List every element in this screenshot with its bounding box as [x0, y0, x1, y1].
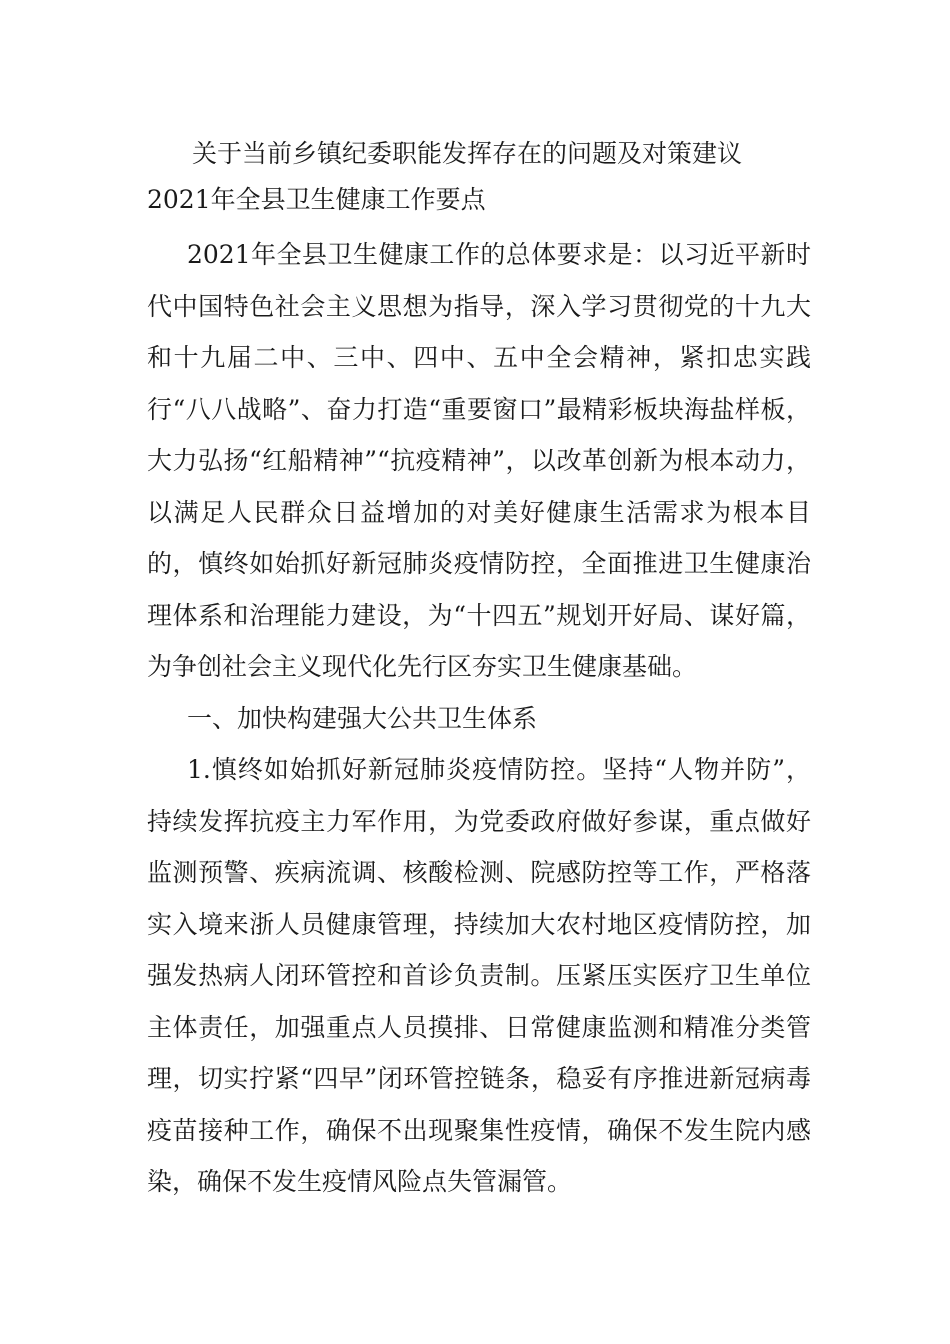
- document-subtitle: 2021年全县卫生健康工作要点: [147, 185, 486, 214]
- document-title: 关于当前乡镇纪委职能发挥存在的问题及对策建议: [192, 139, 743, 168]
- section-heading: 一、加快构建强大公共卫生体系: [187, 703, 538, 733]
- document-body: [147, 229, 811, 1208]
- item-paragraph: 1.慎终如始抓好新冠肺炎疫情防控。坚持“人物并防”，持续发挥抗疫主力军作用，为党委政府做好参谋，重点做好监测预警、疾病流调、核酸检测、院感防控等工作，严格落实入境来浙人员健康管理，持续加大农村地区疫情防控，加强发热病人闭环管控和首诊负责制。压紧压实医疗卫生单位主体责任，加强重点人员摸排、日常健康监测和精准分类管理，切实拧紧“四早”闭环管控链条，稳妥有序推进新冠病毒疫苗接种工作，确保不出现聚集性疫情，确保不发生院内感染，确保不发生疫情风险点失管漏管。: [147, 755, 811, 1196]
- intro-paragraph: 2021年全县卫生健康工作的总体要求是：以习近平新时代中国特色社会主义思想为指导，深入学习贯彻党的十九大和十九届二中、三中、四中、五中全会精神，紧扣忠实践行“八八战略”、奋力打造“重要窗口”最精彩板块海盐样板，大力弘扬“红船精神”“抗疫精神”，以改革创新为根本动力，以满足人民群众日益增加的对美好健康生活需求为根本目的，慎终如始抓好新冠肺炎疫情防控，全面推进卫生健康治理体系和治理能力建设，为“十四五”规划开好局、谋好篇，为争创社会主义现代化先行区夯实卫生健康基础。: [147, 240, 811, 681]
